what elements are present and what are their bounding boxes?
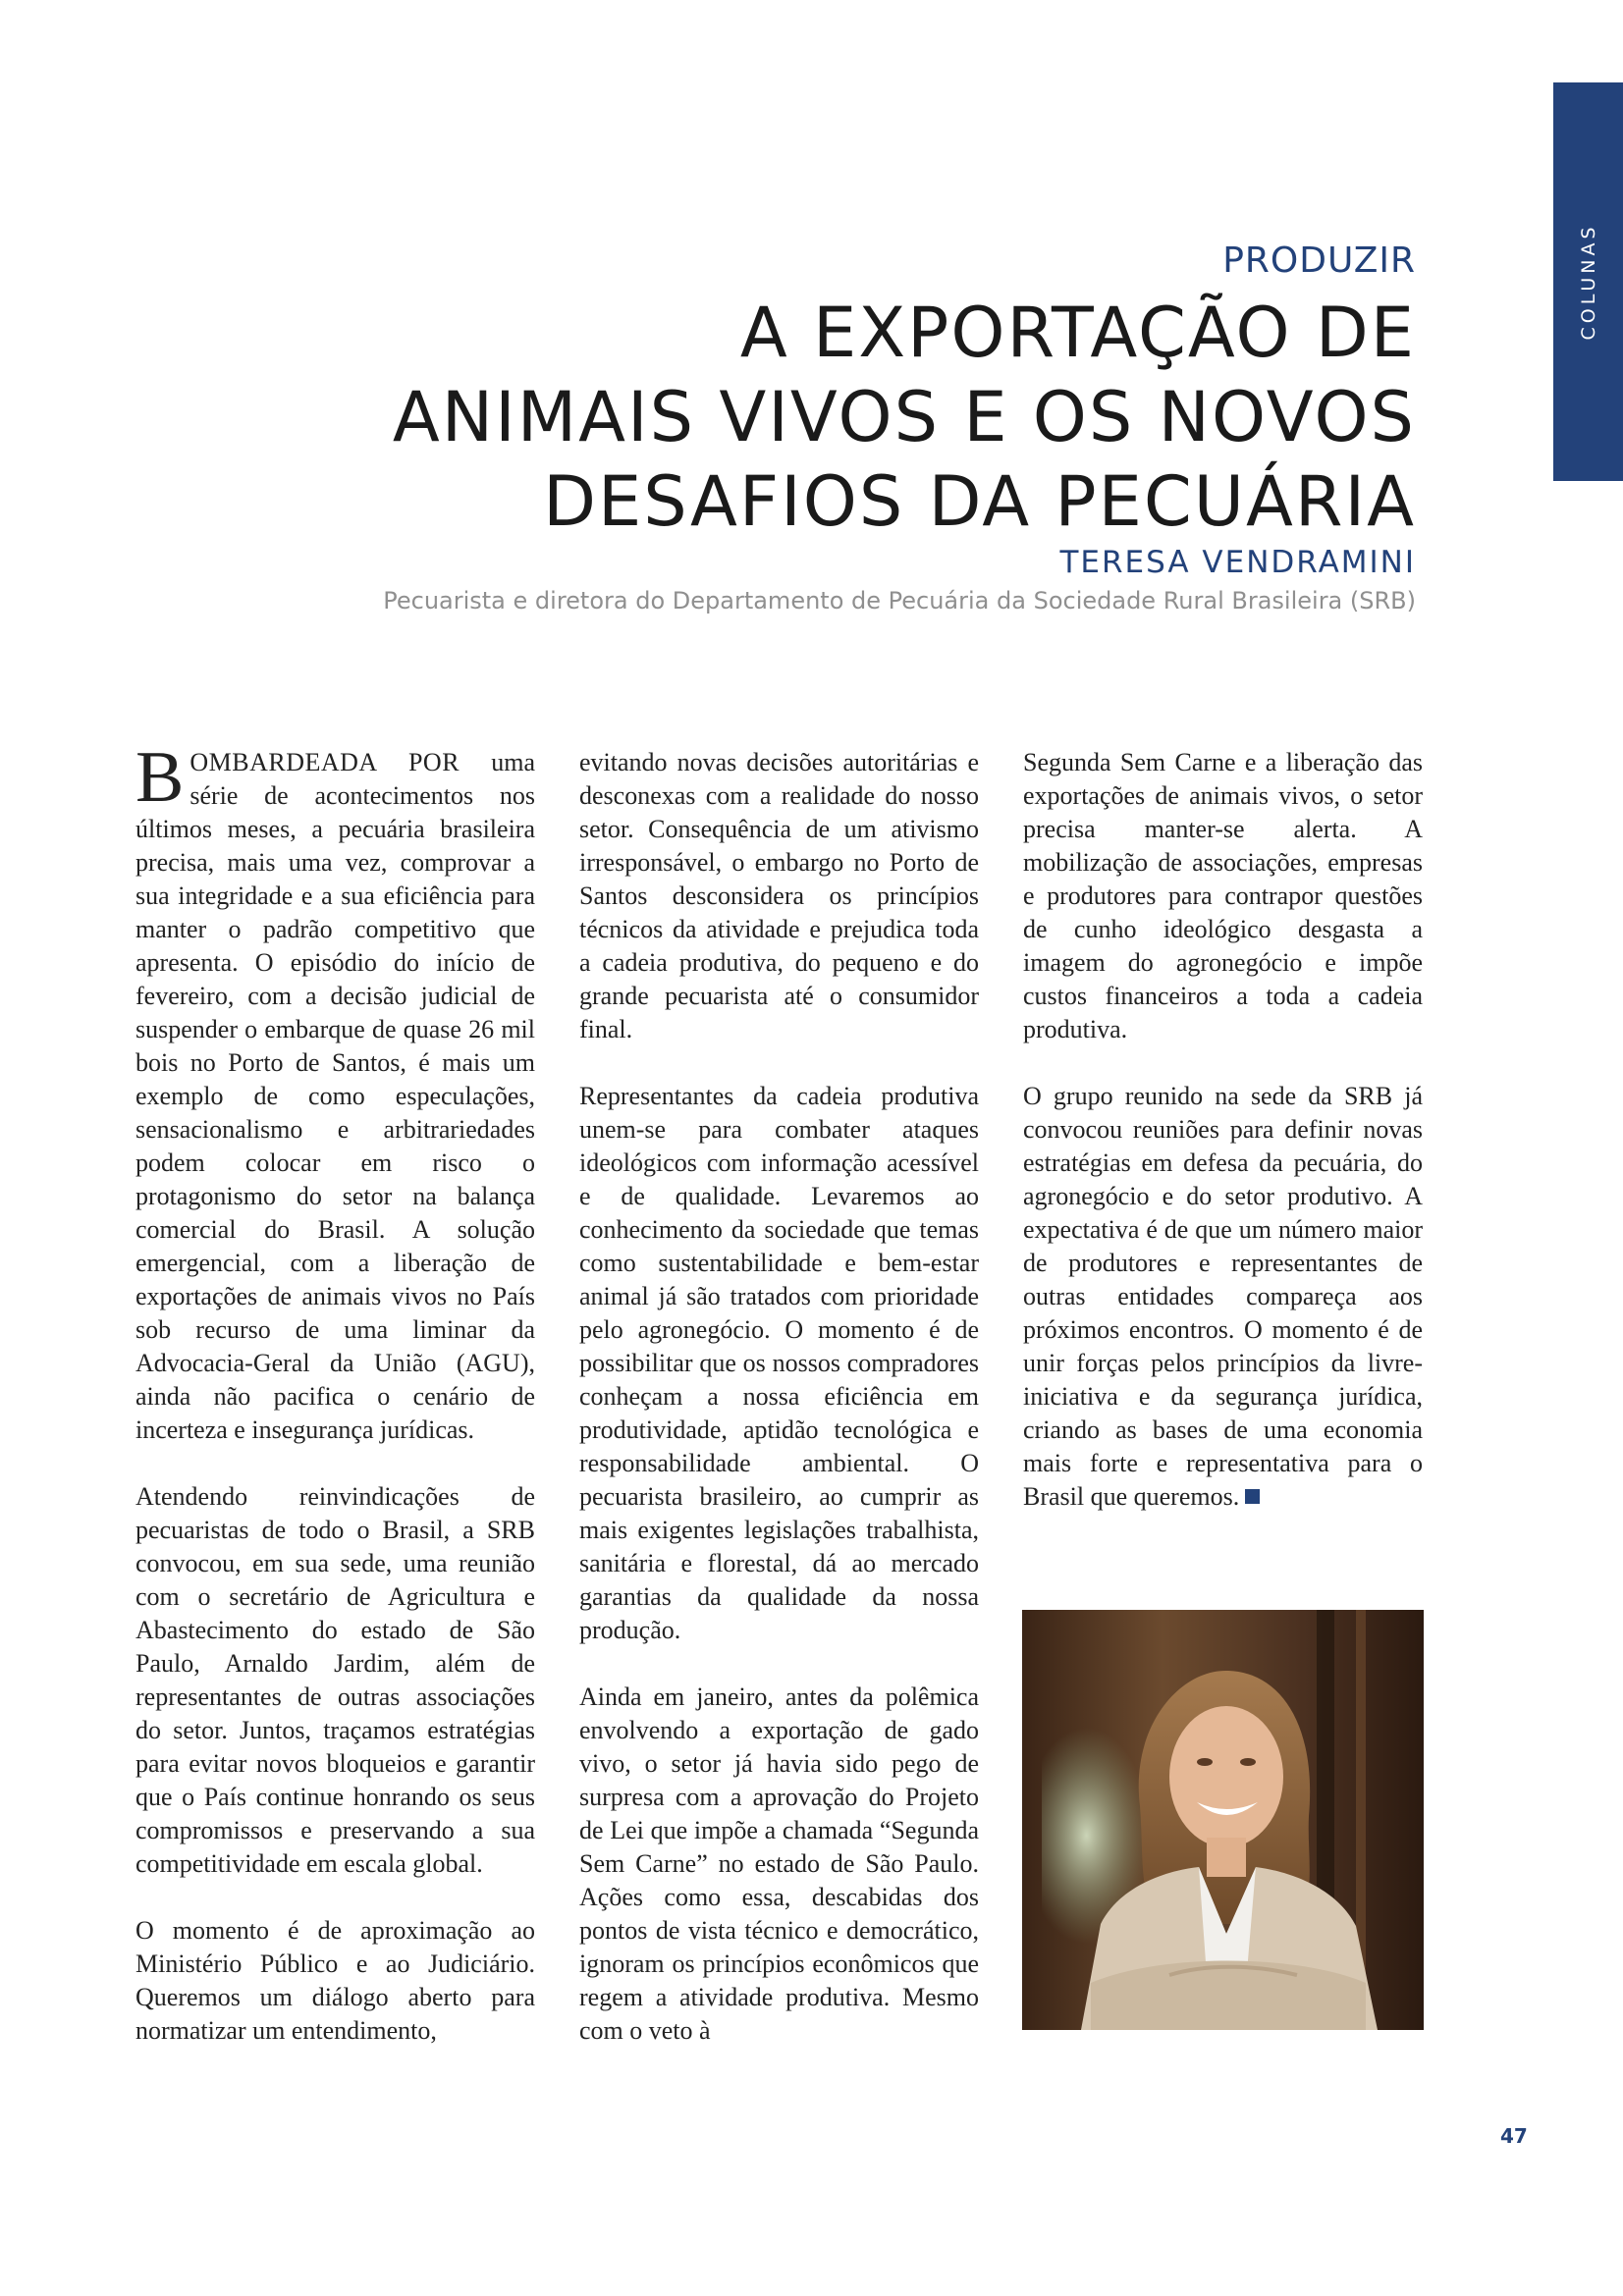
side-tab-label: COLUNAS <box>1577 223 1599 341</box>
paragraph-text: uma série de acontecimentos nos últimos meses, a pecuária brasileira precisa, mais uma vez, comprovar a sua integridade e a sua eficiência para manter o padrão competitivo que apresenta. O episódio do início de fevereiro, com a decisão judicial de suspender o embarque de quase 26 mil bois no Porto de Santos, é mais um exemplo de como especulações, sensacionalismo e arbitrariedades podem colocar em risco o protagonismo do setor na balança comercial do Brasil. A solução emergencial, com a liberação de exportações de animais vivos no País sob recurso de uma liminar da Advocacia-Geral da União (AGU), ainda não pacifica o cenário de incerteza e insegurança jurídicas. <box>135 748 535 1444</box>
section-side-tab <box>1553 82 1623 481</box>
author-role: Pecuarista e diretora do Departamento de Pecuária da Sociedade Rural Brasileira (SRB) <box>383 587 1416 614</box>
section-label: PRODUZIR <box>1222 240 1416 281</box>
article-title <box>196 291 1416 544</box>
article-column-2 <box>579 746 979 2081</box>
title-line: ANIMAIS VIVOS E OS NOVOS <box>392 377 1416 457</box>
paragraph: Representantes da cadeia produtiva unem-se para combater ataques ideológicos com informação acessível e de qualidade. Levaremos ao conhecimento da sociedade que temas como sustentabilidade e bem-estar animal já são tratados com prioridade pelo agronegócio. O momento é de possibilitar que os nossos compradores conheçam a nossa eficiência em produtividade, aptidão tecnológica e responsabilidade ambiental. O pecuarista brasileiro, ao cumprir as mais exigentes legislações trabalhista, sanitária e florestal, dá ao mercado garantias da qualidade da nossa produção. <box>579 1082 979 1644</box>
paragraph-text: O grupo reunido na sede da SRB já convocou reuniões para definir novas estratégias em defesa da pecuária, do agronegócio e do setor produtivo. A expectativa é de que um número maior de produtores e representantes de outras entidades compareça aos próximos encontros. O momento é de unir forças pelos princípios da livre-iniciativa e da segurança jurídica, criando as bases de uma economia mais forte e representativa para o Brasil que queremos. <box>1023 1082 1423 1511</box>
title-line: DESAFIOS DA PECUÁRIA <box>543 461 1416 542</box>
article-header <box>196 240 1416 616</box>
page-number: 47 <box>1500 2124 1528 2148</box>
article-column-3 <box>1023 746 1423 1547</box>
paragraph <box>1023 1080 1423 1514</box>
paragraph: evitando novas decisões autoritárias e desconexas com a realidade do nosso setor. Consequência de um ativismo irresponsável, o embargo no Porto de Santos desconsidera os princípios técnicos da atividade e prejudica toda a cadeia produtiva, do pequeno e do grande pecuarista até o consumidor final. <box>579 748 979 1043</box>
end-mark-icon <box>1245 1489 1260 1504</box>
paragraph: Atendendo reinvindicações de pecuaristas de todo o Brasil, a SRB convocou, em sua sede, uma reunião com o secretário de Agricultura e Abastecimento do estado de São Paulo, Arnaldo Jardim, além de representantes de outras associações do setor. Juntos, traçamos estratégias para evitar novos bloqueios e garantir que o País continue honrando os seus compromissos e preservando a sua competitividade em escala global. <box>135 1482 535 1878</box>
paragraph <box>135 737 535 1447</box>
author-name: TERESA VENDRAMINI <box>1059 545 1416 580</box>
paragraph: Ainda em janeiro, antes da polêmica envolvendo a exportação de gado vivo, o setor já havia sido pego de surpresa com a aprovação do Projeto de Lei que impõe a chamada “Segunda Sem Carne” no estado de São Paulo. Ações como essa, descabidas dos pontos de vista técnico e democrático, ignoram os princípios econômicos que regem a atividade produtiva. Mesmo com o veto à <box>579 1682 979 2045</box>
paragraph: Segunda Sem Carne e a liberação das exportações de animais vivos, o setor precisa manter-se alerta. A mobilização de associações, empresas e produtores para contrapor questões de cunho ideológico desgasta a imagem do agronegócio e impõe custos financeiros a toda a cadeia produtiva. <box>1023 748 1423 1043</box>
lead-caps: OMBARDEADA POR <box>189 748 460 776</box>
drop-cap: B <box>135 737 185 818</box>
article-column-1 <box>135 737 535 2081</box>
author-photo <box>1022 1610 1424 2030</box>
title-line: A EXPORTAÇÃO DE <box>739 293 1416 373</box>
paragraph: O momento é de aproximação ao Ministério Público e ao Judiciário. Queremos um diálogo aberto para normatizar um entendimento, <box>135 1916 535 2045</box>
